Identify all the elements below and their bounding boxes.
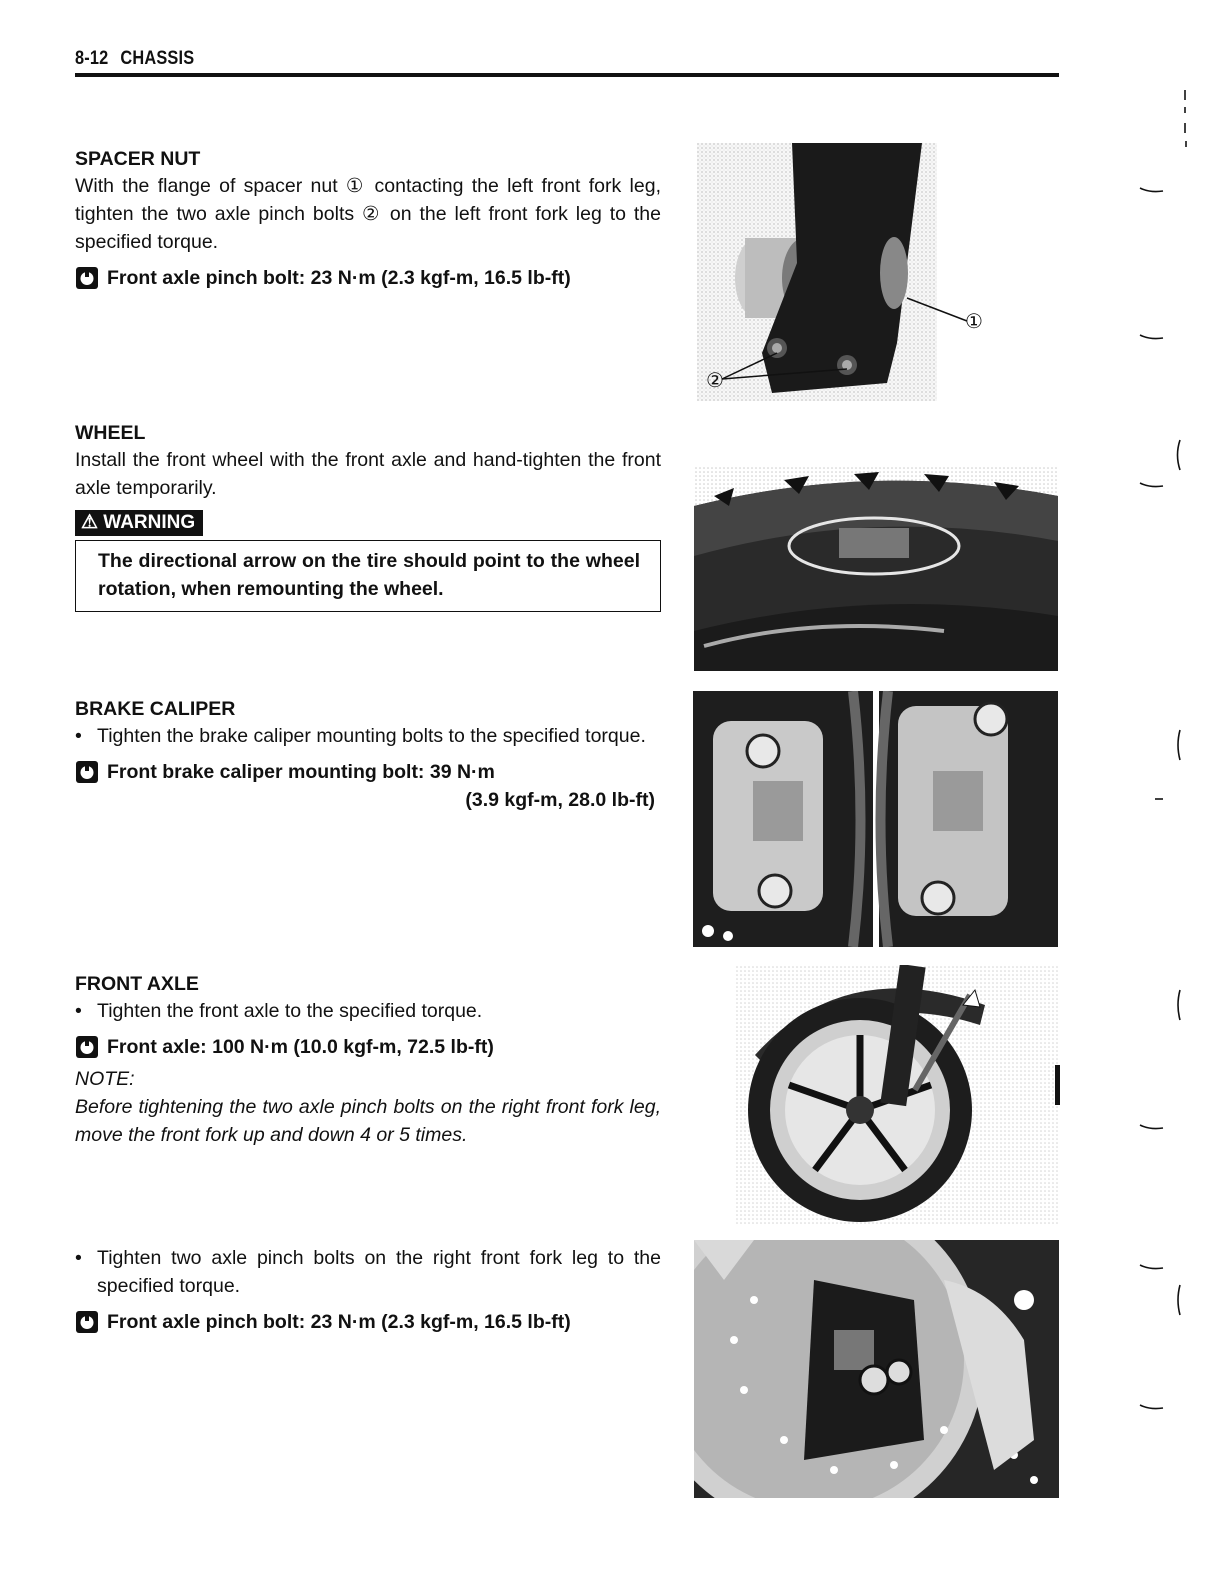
bullet-dot-icon: • bbox=[75, 1000, 82, 1022]
section-title: CHASSIS bbox=[120, 48, 195, 69]
bullet-dot-icon: • bbox=[75, 1247, 82, 1269]
warning-label: ⚠ WARNING bbox=[75, 510, 203, 536]
warning-text: The directional arrow on the tire should point to the wheel rotation, when remounting the wheel. bbox=[98, 550, 640, 600]
front-axle-bullet bbox=[75, 997, 661, 1025]
pinch-bolt-photo bbox=[694, 1240, 1059, 1498]
fork-leg-illustration bbox=[697, 143, 997, 401]
header-rule bbox=[75, 73, 1059, 77]
warning-box bbox=[75, 540, 661, 612]
note-heading: NOTE: bbox=[75, 1068, 135, 1090]
torque-text-line2: (3.9 kgf-m, 28.0 lb-ft) bbox=[465, 789, 655, 811]
torque-wrench-icon bbox=[75, 266, 99, 290]
spacer-nut-text: With the flange of spacer nut ① contacting the left front fork leg, tighten the two axle pinch bolts ② on the left front fork leg to the specified torque. bbox=[75, 175, 661, 253]
bullet-text: Tighten two axle pinch bolts on the right front fork leg to the specified torque. bbox=[97, 1247, 661, 1297]
torque-spec bbox=[75, 264, 661, 292]
brake-caliper-section bbox=[75, 696, 661, 814]
torque-spec bbox=[75, 1033, 661, 1061]
torque-text: Front axle pinch bolt: 23 N·m (2.3 kgf-m, 16.5 lb-ft) bbox=[107, 267, 571, 289]
pinch-bolt-bullet bbox=[75, 1244, 661, 1300]
tire-illustration bbox=[694, 466, 1058, 671]
torque-wrench-icon bbox=[75, 760, 99, 784]
spacer-nut-photo bbox=[697, 143, 997, 401]
note-text: Before tightening the two axle pinch bolts on the right front fork leg, move the front fork up and down 4 or 5 times. bbox=[75, 1096, 661, 1146]
wheel-heading: WHEEL bbox=[75, 422, 146, 444]
torque-wrench-icon bbox=[75, 1035, 99, 1059]
torque-spec bbox=[75, 758, 661, 814]
brake-caliper-photos bbox=[693, 691, 1058, 947]
brake-caliper-bullet bbox=[75, 722, 661, 750]
front-wheel-photo bbox=[735, 965, 1060, 1225]
torque-text: Front axle: 100 N·m (10.0 kgf-m, 72.5 lb-ft) bbox=[107, 1036, 494, 1058]
bullet-text: Tighten the brake caliper mounting bolts to the specified torque. bbox=[97, 725, 646, 747]
bullet-dot-icon: • bbox=[75, 725, 82, 747]
front-axle-heading: FRONT AXLE bbox=[75, 973, 199, 995]
tire-photo bbox=[694, 466, 1058, 671]
wheel-text: Install the front wheel with the front axle and hand-tighten the front axle temporarily. bbox=[75, 449, 661, 499]
front-wheel-illustration bbox=[735, 965, 1060, 1225]
torque-wrench-icon bbox=[75, 1310, 99, 1334]
page-number: 8-12 bbox=[75, 48, 109, 69]
brake-caliper-heading: BRAKE CALIPER bbox=[75, 698, 236, 720]
page-header bbox=[75, 48, 194, 70]
torque-text-line1: Front brake caliper mounting bolt: 39 N·m bbox=[107, 761, 495, 783]
pinch-bolt-section bbox=[75, 1244, 661, 1336]
spacer-nut-section bbox=[75, 146, 661, 292]
torque-text: Front axle pinch bolt: 23 N·m (2.3 kgf-m, 16.5 lb-ft) bbox=[107, 1311, 571, 1333]
scan-margin-marks bbox=[1135, 85, 1205, 1425]
callout-1: ① bbox=[965, 311, 983, 333]
callout-2: ② bbox=[706, 370, 724, 392]
spacer-nut-heading: SPACER NUT bbox=[75, 148, 201, 170]
bullet-text: Tighten the front axle to the specified torque. bbox=[97, 1000, 483, 1022]
wheel-section bbox=[75, 420, 661, 612]
torque-spec bbox=[75, 1308, 661, 1336]
pinch-bolt-illustration bbox=[694, 1240, 1059, 1498]
caliper-illustration bbox=[693, 691, 1058, 947]
front-axle-section bbox=[75, 971, 661, 1149]
